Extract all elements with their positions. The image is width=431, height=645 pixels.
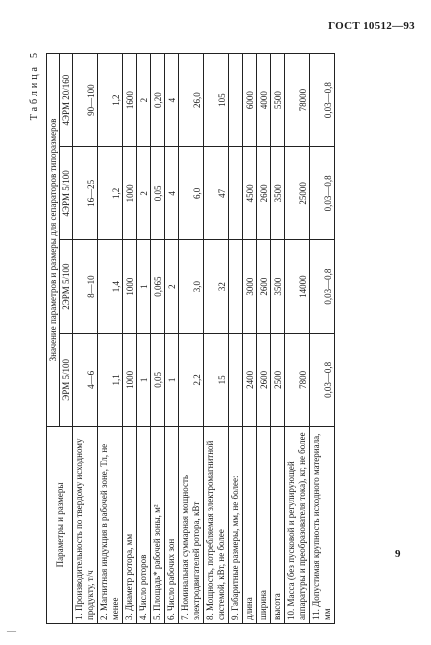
table-row [285, 54, 310, 624]
rotated-table-block [28, 53, 407, 624]
table-cell: 5500 [271, 54, 285, 147]
table-row [123, 54, 137, 624]
table-cell: 2600 [257, 240, 271, 333]
table-cell: 1 [137, 333, 151, 426]
page-number: 9 [395, 548, 401, 560]
column-header: 4ЭРМ 5/100 [60, 147, 73, 240]
table-cell: 8—10 [73, 240, 98, 333]
table-cell: 1,1 [98, 333, 123, 426]
table-cell [229, 147, 243, 240]
table-cell: 2600 [257, 333, 271, 426]
table-cell: 32 [204, 240, 229, 333]
row-label: 10. Масса (без пусковой и регулирующей аппаратуры и преобразователя тока), кг, не более [285, 427, 310, 624]
table-cell: 15 [204, 333, 229, 426]
row-label: 7. Номинальная суммарная мощность электродвигателей ротора, кВт [179, 427, 204, 624]
table-cell: 2 [137, 147, 151, 240]
param-header: Параметры и размеры [47, 427, 73, 624]
row-label: длина [243, 427, 257, 624]
table-cell: 3500 [271, 240, 285, 333]
table-cell: 4500 [243, 147, 257, 240]
row-label: 9. Габаритные размеры, мм, не более: [229, 427, 243, 624]
row-label: 5. Площадь* рабочей зоны, м² [151, 427, 165, 624]
row-label: высота [271, 427, 285, 624]
table-cell: 2500 [271, 333, 285, 426]
table-cell: 3,0 [179, 240, 204, 333]
table-cell: 1000 [123, 240, 137, 333]
table-cell: 0,20 [151, 54, 165, 147]
row-label: 3. Диаметр ротора, мм [123, 427, 137, 624]
table-cell: 3000 [243, 240, 257, 333]
table-cell [229, 54, 243, 147]
table-row [137, 54, 151, 624]
table-row [310, 54, 335, 624]
table-cell: 25000 [285, 147, 310, 240]
table-cell: 0,05 [151, 147, 165, 240]
table-cell: 0,03—0,8 [310, 333, 335, 426]
table-cell: 1,4 [98, 240, 123, 333]
table-cell: 14000 [285, 240, 310, 333]
table-cell: 90—100 [73, 54, 98, 147]
table-cell: 0,065 [151, 240, 165, 333]
table-cell: 47 [204, 147, 229, 240]
table-row [73, 54, 98, 624]
table-cell: 0,03—0,8 [310, 147, 335, 240]
table-row [229, 54, 243, 624]
table-cell: 0,03—0,8 [310, 54, 335, 147]
table-cell: 4 [165, 54, 179, 147]
table-cell: 4—6 [73, 333, 98, 426]
row-label: 2. Магнитная индукция в рабочей зоне, Тл, не менее [98, 427, 123, 624]
table-cell: 16—25 [73, 147, 98, 240]
table-cell: 4000 [257, 54, 271, 147]
table-cell: 1000 [123, 147, 137, 240]
table-caption [28, 53, 46, 624]
table-cell: 2 [165, 240, 179, 333]
table-cell: 26,0 [179, 54, 204, 147]
table-cell: 2600 [257, 147, 271, 240]
table-row [204, 54, 229, 624]
table-cell: 6,0 [179, 147, 204, 240]
table-cell: 1 [165, 333, 179, 426]
table-caption-word: Таблица [29, 64, 40, 121]
row-label: 1. Производительность по твердому исходному продукту, т/ч [73, 427, 98, 624]
row-label: ширина [257, 427, 271, 624]
table-cell [229, 240, 243, 333]
table-cell: 2400 [243, 333, 257, 426]
table-cell: 6000 [243, 54, 257, 147]
document-header: ГОСТ 10512—93 [328, 20, 415, 32]
table-row [179, 54, 204, 624]
table-cell: 2 [137, 54, 151, 147]
table-row [165, 54, 179, 624]
column-header: ЭРМ 5/100 [60, 333, 73, 426]
table-cell: 1000 [123, 333, 137, 426]
table-cell: 105 [204, 54, 229, 147]
table-row [243, 54, 257, 624]
table-row [151, 54, 165, 624]
table-cell: 1,2 [98, 54, 123, 147]
row-label: 4. Число роторов [137, 427, 151, 624]
parameters-table [46, 53, 335, 624]
row-label: 6. Число рабочих зон [165, 427, 179, 624]
table-row [257, 54, 271, 624]
row-label: 8. Мощность, потребляемая электромагнитной системой, кВт, не более [204, 427, 229, 624]
table-cell: 0,03—0,8 [310, 240, 335, 333]
table-cell: 7800 [285, 333, 310, 426]
table-cell: 78000 [285, 54, 310, 147]
table-cell: 1 [137, 240, 151, 333]
table-cell: 2,2 [179, 333, 204, 426]
group-header: Значение параметров и размеры для сепараторов типоразмеров [47, 54, 60, 427]
column-header: 2ЭРМ 5/100 [60, 240, 73, 333]
table-cell: 0,05 [151, 333, 165, 426]
table-row [271, 54, 285, 624]
column-header: 4ЭРМ 20/160 [60, 54, 73, 147]
table-cell: 1,2 [98, 147, 123, 240]
table-cell: 4 [165, 147, 179, 240]
table-caption-number: 5 [29, 53, 40, 58]
table-row [98, 54, 123, 624]
row-label: 11. Допустимая крупность исходного материала, мм [310, 427, 335, 624]
table-cell: 1600 [123, 54, 137, 147]
table-cell: 3500 [271, 147, 285, 240]
table-cell [229, 333, 243, 426]
edge-mark: — [7, 626, 16, 636]
